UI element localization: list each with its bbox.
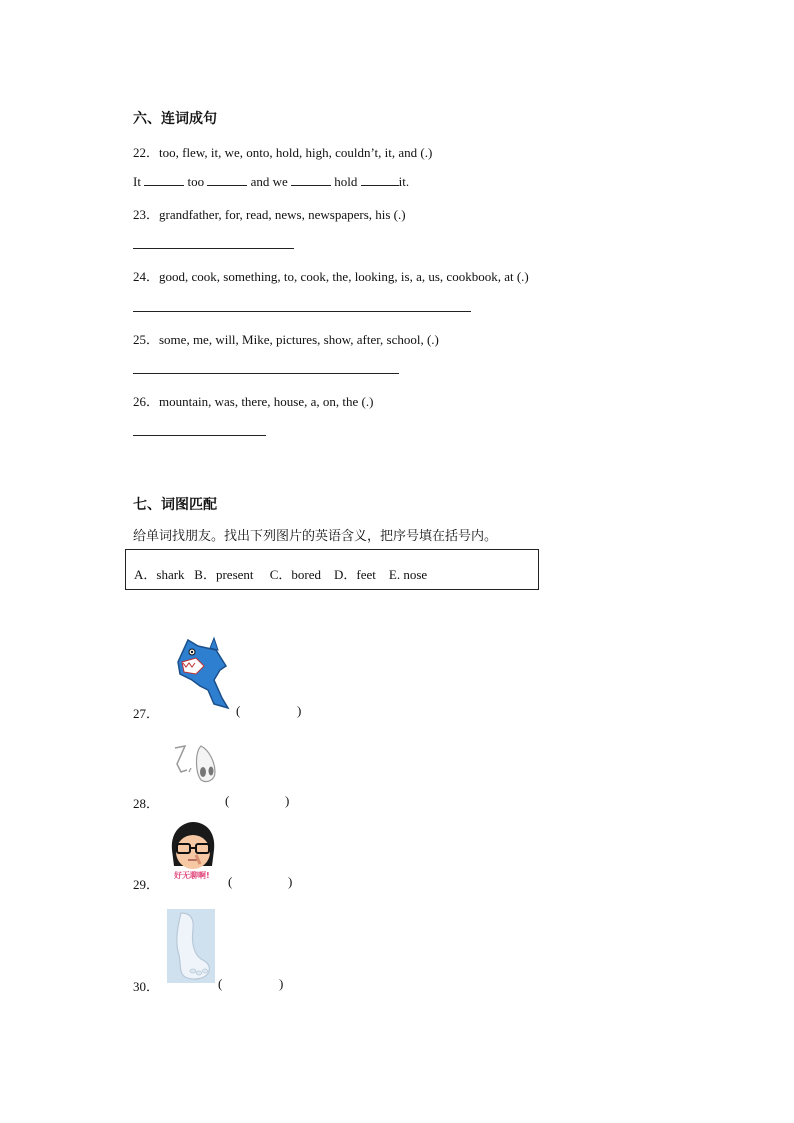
item30-paren-open: ( xyxy=(218,976,223,991)
q22-blank-4[interactable] xyxy=(361,173,399,186)
item30-paren-close: ) xyxy=(279,976,284,991)
item30-number: 30． xyxy=(133,979,160,994)
q22-part-4: hold xyxy=(334,174,358,189)
item29-answer-slot[interactable] xyxy=(235,874,287,888)
q22-part-1: It xyxy=(133,174,141,189)
bored-caption: 好无聊啊! xyxy=(174,871,210,880)
q22-blank-2[interactable] xyxy=(207,173,247,186)
q26-answer-line[interactable] xyxy=(133,435,266,436)
q25-prompt: 25．some, me, will, Mike, pictures, show, after, school, (.) xyxy=(133,332,439,347)
q22-answer-row xyxy=(133,173,409,190)
q22-prompt: 22．too, flew, it, we, onto, hold, high, couldn’t, it, and (.) xyxy=(133,145,433,160)
options-box xyxy=(125,549,539,590)
q26-prompt: 26．mountain, was, there, house, a, on, the (.) xyxy=(133,394,374,409)
item28-paren-open: ( xyxy=(225,793,230,808)
q22-part-5: it. xyxy=(398,174,410,189)
section7-heading: 七、词图匹配 xyxy=(133,497,217,513)
item27-paren-open: ( xyxy=(236,703,241,718)
item29-paren-open: ( xyxy=(228,874,233,889)
item27-number: 27． xyxy=(133,706,160,721)
q23-answer-line[interactable] xyxy=(133,248,294,249)
q22-part-3: and we xyxy=(250,174,288,189)
item29-number: 29． xyxy=(133,877,160,892)
item27-paren-close: ) xyxy=(297,703,302,718)
nose-picture xyxy=(171,742,219,786)
q25-answer-line[interactable] xyxy=(133,373,399,374)
foot-picture xyxy=(167,909,215,983)
q22-part-2: too xyxy=(187,174,205,189)
item28-number: 28． xyxy=(133,796,160,811)
q22-blank-1[interactable] xyxy=(144,173,184,186)
item27-answer-slot[interactable] xyxy=(243,703,295,717)
item30-answer-slot[interactable] xyxy=(225,976,277,990)
q22-blank-3[interactable] xyxy=(291,173,331,186)
section7-instruction: 给单词找朋友。找出下列图片的英语含义，把序号填在括号内。 xyxy=(133,529,498,544)
options-text: A．shark B．present C．bored D．feet E. nose xyxy=(134,567,428,582)
section6-heading: 六、连词成句 xyxy=(133,111,217,127)
item29-paren-close: ) xyxy=(288,874,293,889)
shark-picture xyxy=(170,636,234,712)
q23-prompt: 23．grandfather, for, read, news, newspapers, his (.) xyxy=(133,207,406,222)
item28-answer-slot[interactable] xyxy=(232,793,284,807)
q24-prompt: 24．good, cook, something, to, cook, the, looking, is, a, us, cookbook, at (.) xyxy=(133,269,529,284)
item28-paren-close: ) xyxy=(285,793,290,808)
q24-answer-line[interactable] xyxy=(133,311,471,312)
